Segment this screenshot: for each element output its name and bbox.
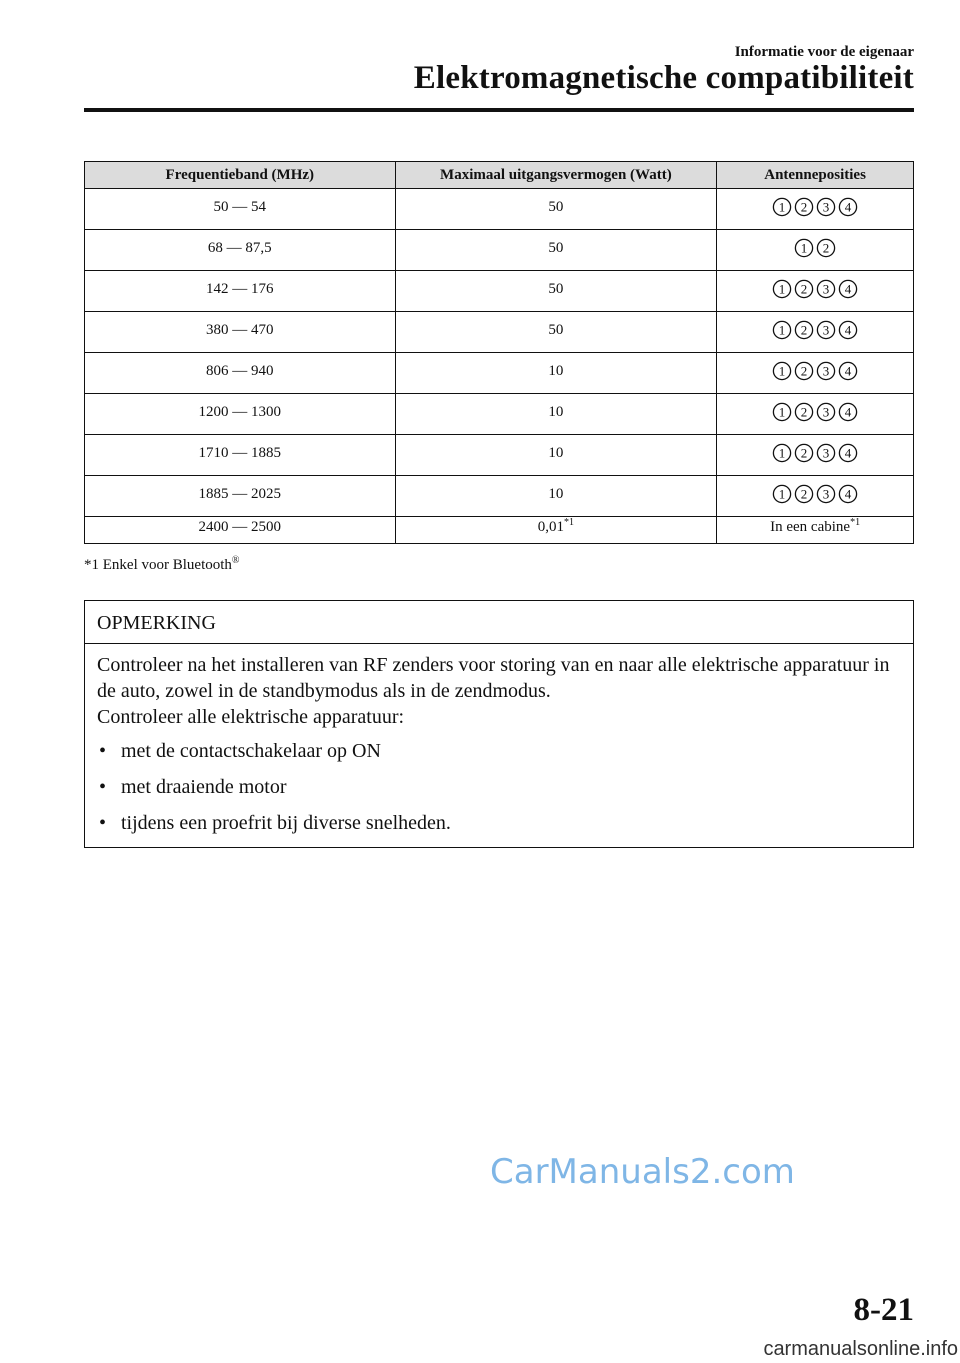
svg-text:3: 3 bbox=[822, 281, 830, 297]
antenna-position-2-icon bbox=[794, 279, 814, 299]
antenna-position-icons bbox=[772, 320, 858, 340]
list-item-text: met de contactschakelaar op ON bbox=[121, 740, 381, 762]
note-paragraph: Controleer alle elektrische apparatuur: bbox=[97, 706, 405, 728]
band-cell: 142 ― 176 bbox=[85, 271, 396, 312]
antenna-position-2-icon bbox=[816, 238, 836, 258]
footnote-text: *1 Enkel voor Bluetooth bbox=[84, 557, 232, 573]
antenna-position-1-icon bbox=[772, 484, 792, 504]
table-row bbox=[85, 312, 914, 353]
svg-text:1: 1 bbox=[778, 486, 786, 502]
svg-text:3: 3 bbox=[822, 486, 830, 502]
svg-text:2: 2 bbox=[800, 445, 808, 461]
note-box bbox=[84, 600, 914, 848]
antenna-cell bbox=[717, 517, 914, 544]
power-value: 0,01 bbox=[537, 519, 564, 535]
footnote-ref: *1 bbox=[850, 517, 861, 528]
antenna-position-4-icon bbox=[838, 484, 858, 504]
antenna-position-3-icon bbox=[816, 402, 836, 422]
antenna-position-4-icon bbox=[838, 279, 858, 299]
note-heading: OPMERKING bbox=[85, 601, 913, 644]
table-row bbox=[85, 271, 914, 312]
antenna-cell bbox=[717, 435, 914, 476]
column-header-power: Maximaal uitgangsvermogen (Watt) bbox=[395, 162, 717, 189]
antenna-position-2-icon bbox=[794, 361, 814, 381]
page-title: Elektromagnetische compatibiliteit bbox=[413, 60, 914, 96]
svg-text:2: 2 bbox=[800, 363, 808, 379]
power-cell: 50 bbox=[395, 230, 717, 271]
band-cell: 1200 ― 1300 bbox=[85, 394, 396, 435]
svg-text:3: 3 bbox=[822, 322, 830, 338]
registered-mark: ® bbox=[231, 555, 240, 566]
svg-text:1: 1 bbox=[778, 322, 786, 338]
band-value: 2400 ― 2500 bbox=[198, 519, 282, 535]
table-row bbox=[85, 476, 914, 517]
table-row bbox=[85, 353, 914, 394]
antenna-position-3-icon bbox=[816, 443, 836, 463]
power-cell: 10 bbox=[395, 476, 717, 517]
bullet-icon: • bbox=[99, 776, 107, 798]
power-cell: 50 bbox=[395, 189, 717, 230]
antenna-position-2-icon bbox=[794, 320, 814, 340]
power-cell: 50 bbox=[395, 312, 717, 353]
antenna-position-4-icon bbox=[838, 361, 858, 381]
antenna-cell bbox=[717, 476, 914, 517]
svg-text:1: 1 bbox=[778, 363, 786, 379]
page-number: 8-21 bbox=[853, 1292, 914, 1328]
antenna-position-icons bbox=[772, 197, 858, 217]
antenna-position-icons bbox=[794, 238, 836, 258]
band-cell: 806 ― 940 bbox=[85, 353, 396, 394]
antenna-cell bbox=[717, 312, 914, 353]
band-cell: 50 ― 54 bbox=[85, 189, 396, 230]
antenna-position-1-icon bbox=[794, 238, 814, 258]
antenna-cell bbox=[717, 394, 914, 435]
svg-text:3: 3 bbox=[822, 445, 830, 461]
svg-text:3: 3 bbox=[822, 404, 830, 420]
table-row bbox=[85, 435, 914, 476]
footnote-ref: *1 bbox=[564, 517, 574, 528]
svg-text:2: 2 bbox=[800, 199, 808, 215]
note-body bbox=[85, 644, 913, 836]
table-row bbox=[85, 394, 914, 435]
antenna-position-3-icon bbox=[816, 484, 836, 504]
svg-text:2: 2 bbox=[800, 486, 808, 502]
list-item bbox=[97, 774, 901, 800]
table-row-bluetooth bbox=[85, 517, 914, 544]
antenna-cell bbox=[717, 230, 914, 271]
power-cell: 10 bbox=[395, 394, 717, 435]
svg-text:4: 4 bbox=[844, 404, 852, 420]
antenna-position-icons bbox=[772, 279, 858, 299]
svg-text:4: 4 bbox=[844, 322, 852, 338]
antenna-position-2-icon bbox=[794, 484, 814, 504]
antenna-position-3-icon bbox=[816, 279, 836, 299]
svg-text:2: 2 bbox=[822, 240, 830, 256]
antenna-position-3-icon bbox=[816, 197, 836, 217]
svg-text:3: 3 bbox=[822, 199, 830, 215]
antenna-position-3-icon bbox=[816, 320, 836, 340]
antenna-position-3-icon bbox=[816, 361, 836, 381]
svg-text:1: 1 bbox=[800, 240, 808, 256]
svg-text:4: 4 bbox=[844, 281, 852, 297]
antenna-position-2-icon bbox=[794, 402, 814, 422]
list-item-text: met draaiende motor bbox=[121, 776, 287, 798]
band-cell: 68 ― 87,5 bbox=[85, 230, 396, 271]
antenna-cell bbox=[717, 353, 914, 394]
column-header-antennas: Antenneposities bbox=[717, 162, 914, 189]
band-cell bbox=[85, 517, 396, 544]
svg-text:2: 2 bbox=[800, 404, 808, 420]
svg-text:4: 4 bbox=[844, 486, 852, 502]
svg-text:1: 1 bbox=[778, 404, 786, 420]
antenna-cell bbox=[717, 189, 914, 230]
svg-text:4: 4 bbox=[844, 445, 852, 461]
header-rule bbox=[84, 108, 914, 112]
svg-text:1: 1 bbox=[778, 445, 786, 461]
bullet-icon: • bbox=[99, 740, 107, 762]
power-cell: 10 bbox=[395, 435, 717, 476]
antenna-position-1-icon bbox=[772, 361, 792, 381]
table-header-row bbox=[85, 162, 914, 189]
antenna-position-4-icon bbox=[838, 320, 858, 340]
power-cell: 50 bbox=[395, 271, 717, 312]
antenna-cell bbox=[717, 271, 914, 312]
antenna-position-icons bbox=[772, 402, 858, 422]
power-cell bbox=[395, 517, 717, 544]
column-header-band: Frequentieband (MHz) bbox=[85, 162, 396, 189]
antenna-text: In een cabine bbox=[770, 519, 851, 535]
list-item bbox=[97, 738, 901, 764]
antenna-position-4-icon bbox=[838, 443, 858, 463]
svg-text:4: 4 bbox=[844, 199, 852, 215]
svg-text:2: 2 bbox=[800, 322, 808, 338]
note-paragraph: Controleer na het installeren van RF zenders voor storing van en naar alle elektrische apparatuur in de auto, zowel in de standbymodus als in de zendmodus. bbox=[97, 654, 890, 702]
table-row bbox=[85, 230, 914, 271]
footnote bbox=[84, 557, 240, 574]
svg-text:1: 1 bbox=[778, 281, 786, 297]
antenna-position-icons bbox=[772, 361, 858, 381]
frequency-table bbox=[84, 161, 914, 544]
svg-text:1: 1 bbox=[778, 199, 786, 215]
antenna-position-1-icon bbox=[772, 279, 792, 299]
antenna-position-1-icon bbox=[772, 443, 792, 463]
antenna-position-4-icon bbox=[838, 402, 858, 422]
svg-text:3: 3 bbox=[822, 363, 830, 379]
antenna-position-2-icon bbox=[794, 197, 814, 217]
table-row bbox=[85, 189, 914, 230]
antenna-position-4-icon bbox=[838, 197, 858, 217]
note-bullet-list bbox=[97, 738, 901, 836]
antenna-position-icons bbox=[772, 443, 858, 463]
bullet-icon: • bbox=[99, 812, 107, 834]
power-cell: 10 bbox=[395, 353, 717, 394]
band-cell: 1885 ― 2025 bbox=[85, 476, 396, 517]
list-item-text: tijdens een proefrit bij diverse snelheden. bbox=[121, 812, 451, 834]
svg-text:4: 4 bbox=[844, 363, 852, 379]
list-item bbox=[97, 810, 901, 836]
site-footer: carmanualsonline.info bbox=[763, 1338, 958, 1360]
antenna-position-icons bbox=[772, 484, 858, 504]
antenna-position-1-icon bbox=[772, 402, 792, 422]
antenna-position-2-icon bbox=[794, 443, 814, 463]
band-cell: 1710 ― 1885 bbox=[85, 435, 396, 476]
band-cell: 380 ― 470 bbox=[85, 312, 396, 353]
antenna-position-1-icon bbox=[772, 197, 792, 217]
svg-text:2: 2 bbox=[800, 281, 808, 297]
watermark-logo: CarManuals2.com bbox=[490, 1152, 795, 1192]
antenna-position-1-icon bbox=[772, 320, 792, 340]
section-subtitle: Informatie voor de eigenaar bbox=[734, 44, 914, 60]
